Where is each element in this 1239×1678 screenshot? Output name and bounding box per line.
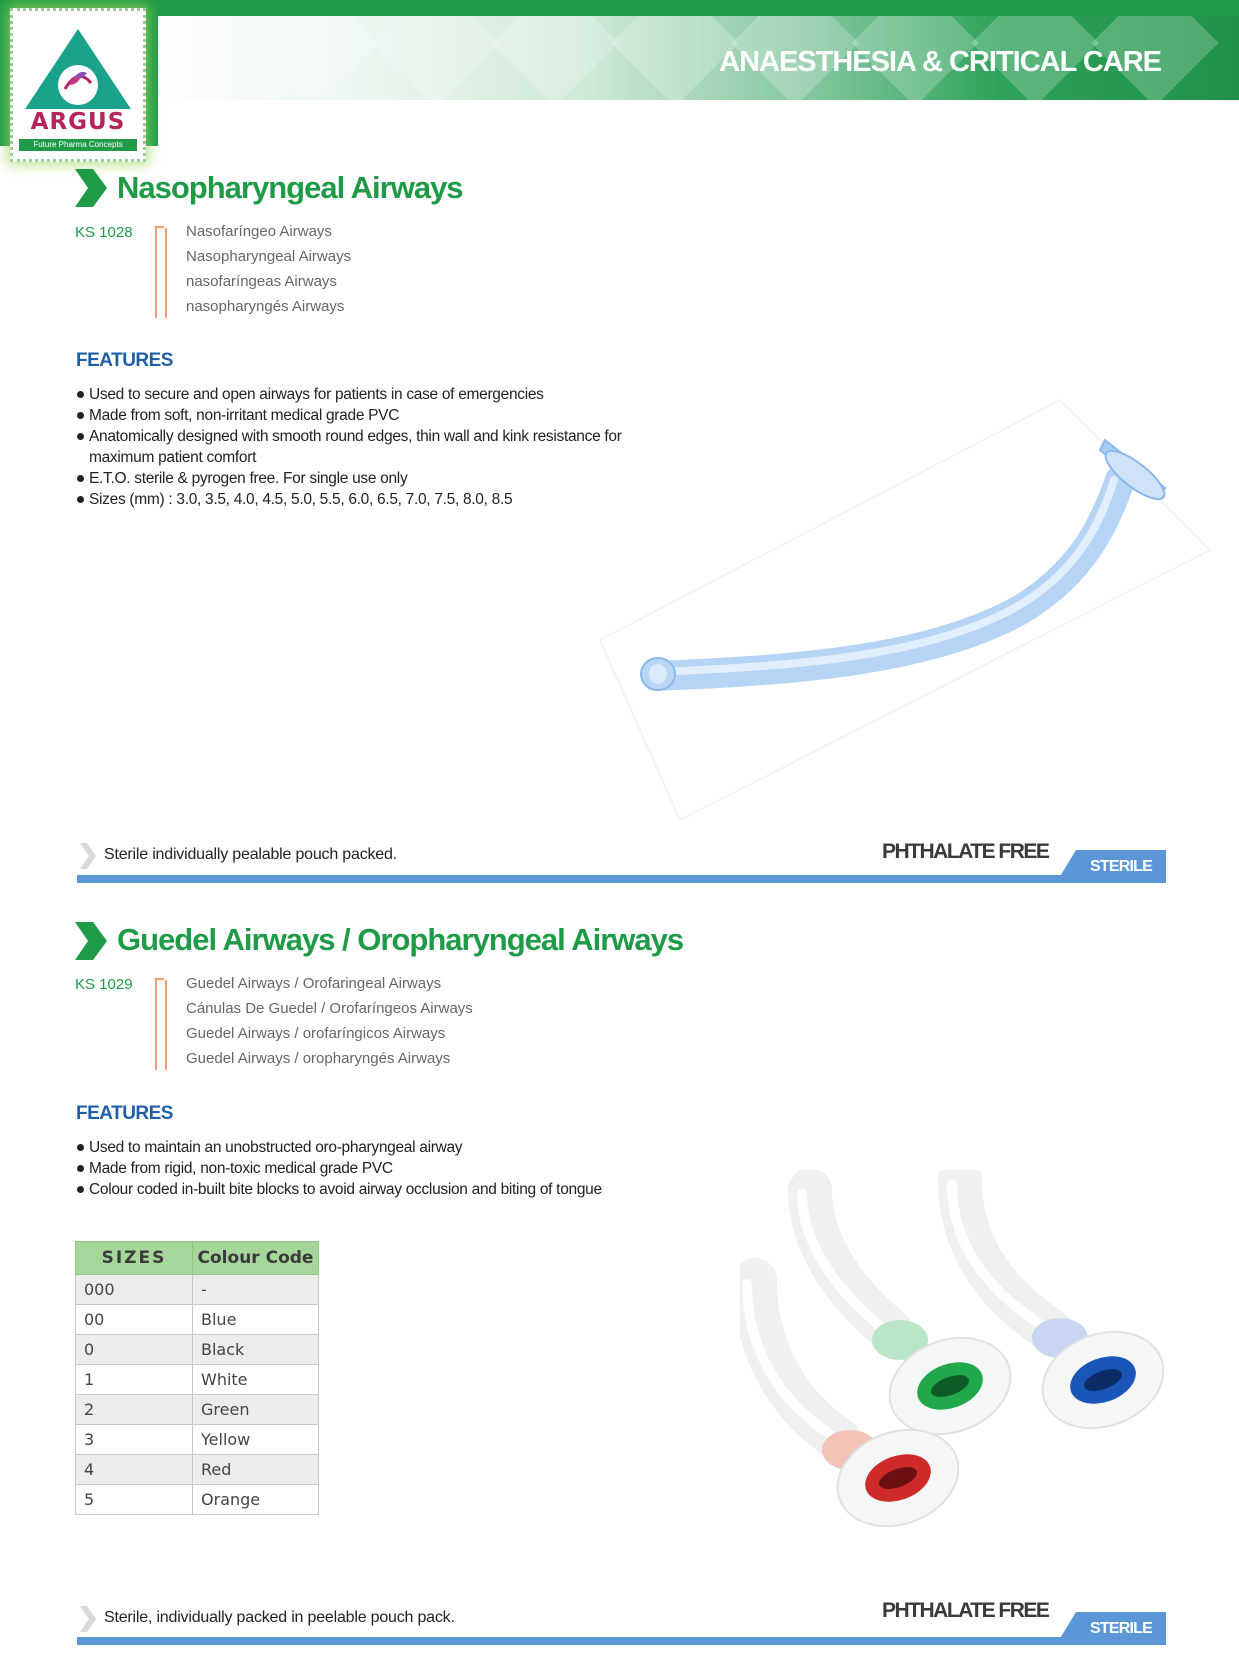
features-heading: FEATURES [76,350,173,371]
chevron-right-icon [80,843,96,869]
packaging-note: Sterile, individually packed in peelable pouch pack. [104,1609,455,1626]
table-row [76,1335,319,1365]
category-title: ANAESTHESIA & CRITICAL CARE [719,46,1161,78]
colour-cell: Green [193,1395,319,1425]
feature-item: Made from rigid, non-toxic medical grade PVC [76,1158,696,1179]
alt-name: Guedel Airways / orofaríngicos Airways [186,1025,446,1042]
alt-name: nasopharyngés Airways [186,298,345,315]
chevron-right-icon [75,922,107,960]
alt-name: Guedel Airways / oropharyngés Airways [186,1050,451,1067]
phthalate-free-badge: PHTHALATE FREE [882,1599,1049,1622]
alt-name: Cánulas De Guedel / Orofaríngeos Airways [186,1000,473,1017]
table-header-row [76,1242,319,1275]
column-header-colour: Colour Code [193,1242,319,1275]
section-divider-bar [77,1637,1166,1645]
size-cell: 5 [76,1485,193,1515]
table-row [76,1275,319,1305]
features-heading: FEATURES [76,1103,173,1124]
colour-cell: Yellow [193,1425,319,1455]
colour-cell: Blue [193,1305,319,1335]
feature-item: Anatomically designed with smooth round edges, thin wall and kink resistance for maximum patient comfort [76,426,676,468]
product-code: KS 1029 [75,976,133,993]
packaging-note: Sterile individually pealable pouch packed. [104,846,397,863]
features-list [76,1137,696,1200]
size-cell: 00 [76,1305,193,1335]
section-divider-bar [77,875,1166,883]
colour-cell: White [193,1365,319,1395]
feature-item: Colour coded in-built bite blocks to avoid airway occlusion and biting of tongue [76,1179,696,1200]
alt-name: Nasofaríngeo Airways [186,223,332,240]
feature-item: E.T.O. sterile & pyrogen free. For single use only [76,468,676,489]
size-colour-table [75,1241,319,1515]
product-code: KS 1028 [75,224,133,241]
features-list [76,384,676,510]
sterile-badge: STERILE [1090,858,1152,875]
logo-wordmark: ARGUS [30,109,126,135]
top-green-line [0,0,1239,16]
nasopharyngeal-airway-image [600,380,1220,820]
section-title-nasopharyngeal: Nasopharyngeal Airways [117,170,463,205]
alt-name: nasofaríngeas Airways [186,273,337,290]
size-cell: 000 [76,1275,193,1305]
colour-cell: - [193,1275,319,1305]
table-row [76,1365,319,1395]
guedel-airways-image [740,1170,1180,1530]
size-cell: 2 [76,1395,193,1425]
column-header-sizes: SIZES [76,1242,193,1275]
argus-triangle-icon [23,27,133,111]
alt-name: Nasopharyngeal Airways [186,248,352,265]
table-row [76,1305,319,1335]
sterile-badge: STERILE [1090,1620,1152,1637]
feature-item: Used to secure and open airways for patients in case of emergencies [76,384,676,405]
colour-cell: Black [193,1335,319,1365]
size-cell: 3 [76,1425,193,1455]
phthalate-free-badge: PHTHALATE FREE [882,840,1049,863]
table-row [76,1455,319,1485]
bracket-divider [155,226,164,318]
logo[interactable] [10,8,146,162]
logo-tagline: Future Pharma Concepts [19,139,137,151]
section-title-guedel: Guedel Airways / Oropharyngeal Airways [117,922,684,957]
colour-cell: Orange [193,1485,319,1515]
feature-item: Made from soft, non-irritant medical grade PVC [76,405,676,426]
chevron-right-icon [75,169,107,207]
size-cell: 1 [76,1365,193,1395]
table-row [76,1395,319,1425]
chevron-right-icon [80,1606,96,1632]
alternate-names-list [186,971,473,1071]
colour-cell: Red [193,1455,319,1485]
bracket-divider [155,978,164,1070]
feature-item: Sizes (mm) : 3.0, 3.5, 4.0, 4.5, 5.0, 5.5, 6.0, 6.5, 7.0, 7.5, 8.0, 8.5 [76,489,676,510]
size-cell: 4 [76,1455,193,1485]
table-row [76,1485,319,1515]
alternate-names-list [186,219,351,319]
size-cell: 0 [76,1335,193,1365]
table-row [76,1425,319,1455]
feature-item: Used to maintain an unobstructed oro-pharyngeal airway [76,1137,696,1158]
alt-name: Guedel Airways / Orofaringeal Airways [186,975,442,992]
